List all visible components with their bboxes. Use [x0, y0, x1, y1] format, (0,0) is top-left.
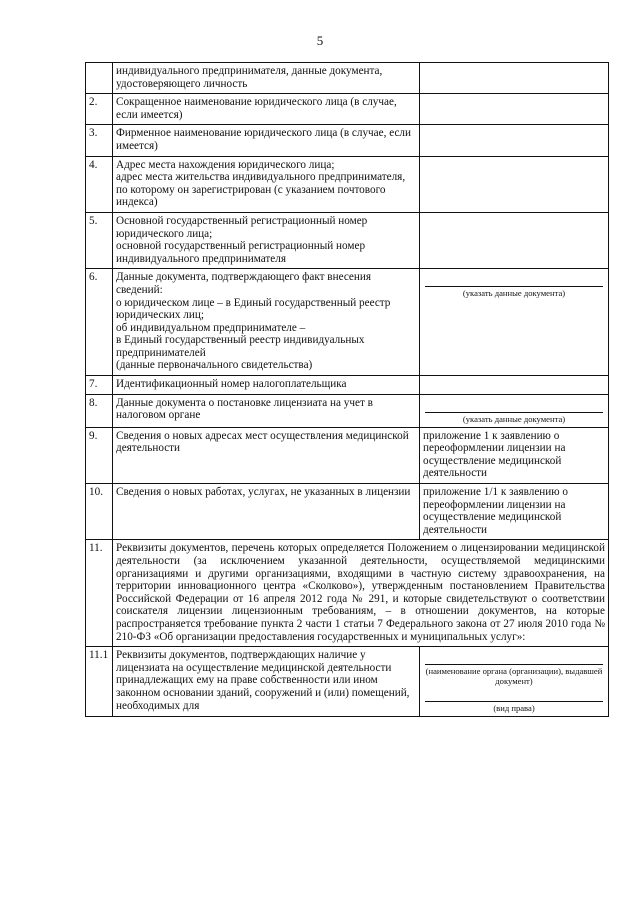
label-line: об индивидуальном предпринимателе – [116, 321, 306, 334]
page-number: 5 [316, 33, 324, 48]
table-row [86, 540, 609, 647]
row-value-field[interactable] [420, 376, 609, 395]
row-value-field[interactable] [420, 156, 609, 212]
blank-line[interactable] [425, 273, 603, 287]
row-label: Реквизиты документов, подтверждающих наличие у лицензиата на осуществление медицинской деятельности принадлежащих ему на праве собственности или ином законном основании зданий, сооружений и (или) помещений, необходимых для [113, 647, 420, 717]
table-row [86, 376, 609, 395]
row-11-text: Реквизиты документов, перечень которых определяется Положением о лицензировании медицинской деятельности (за исключением указанной деятельности, осуществляемой медицинскими организациями и другими организациями, входящими в частную систему здравоохранения, на территории инновационного центра «Сколково»), утвержденным постановлением Правительства Российской Федерации от 16 апреля 2012 года № 291, и которые свидетельствуют о соответствии соискателя лицензии лицензионным требованиям, – в отношении документов, на которые распространяется требование пункта 2 части 1 статьи 7 Федерального закона от 27 июля 2010 года № 210-ФЗ «Об организации предоставления государственных и муниципальных услуг»: [113, 540, 609, 647]
row-label [113, 212, 420, 268]
row-number: 6. [86, 269, 113, 376]
row-number [86, 63, 113, 94]
row-value-text: приложение 1/1 к заявлению о переоформлении лицензии на осуществление медицинской деятельности [420, 484, 609, 540]
row-number: 9. [86, 427, 113, 483]
field-caption: (указать данные документа) [462, 413, 566, 424]
table-row [86, 63, 609, 94]
row-label: Сведения о новых адресах мест осуществления медицинской деятельности [113, 427, 420, 483]
table-row [86, 484, 609, 540]
table-row [86, 212, 609, 268]
field-caption: (наименование органа (организации), выдавшей документ) [425, 666, 603, 687]
blank-line[interactable] [425, 399, 603, 413]
field-caption: (указать данные документа) [462, 288, 566, 299]
row-number: 11.1 [86, 647, 113, 717]
row-number: 10. [86, 484, 113, 540]
row-label: Данные документа о постановке лицензиата на учет в налоговом органе [113, 394, 420, 427]
label-line: Данные документа, подтверждающего факт внесения сведений: [116, 271, 372, 296]
label-line: Адрес места нахождения юридического лица; [116, 158, 335, 171]
table-row [86, 125, 609, 156]
row-number: 5. [86, 212, 113, 268]
row-number: 8. [86, 394, 113, 427]
table-row [86, 156, 609, 212]
row-number: 7. [86, 376, 113, 395]
row-value-field[interactable] [420, 94, 609, 125]
row-number: 4. [86, 156, 113, 212]
label-line: адрес места жительства индивидуального предпринимателя, по которому он зарегистрирован (с указанием почтового индекса) [116, 171, 406, 209]
table-row [86, 427, 609, 483]
license-form-table [85, 62, 609, 717]
row-label: индивидуального предпринимателя, данные документа, удостоверяющего личность [113, 63, 420, 94]
field-caption: (вид права) [493, 703, 535, 714]
label-line: о юридическом лице – в Единый государственный реестр юридических лиц; [116, 296, 391, 322]
row-value-field[interactable] [420, 269, 609, 376]
blank-line[interactable] [425, 688, 603, 702]
label-line: (данные первоначального свидетельства) [116, 359, 313, 372]
row-label: Сокращенное наименование юридического лица (в случае, если имеется) [113, 94, 420, 125]
table-row [86, 94, 609, 125]
label-line: основной государственный регистрационный номер индивидуального предпринимателя [116, 240, 366, 265]
row-number: 11. [86, 540, 113, 647]
label-line: Основной государственный регистрационный номер юридического лица; [116, 214, 368, 240]
row-value-field[interactable] [420, 647, 609, 717]
row-label: Идентификационный номер налогоплательщика [113, 376, 420, 395]
row-value-text: приложение 1 к заявлению о переоформлении лицензии на осуществление медицинской деятельности [420, 427, 609, 483]
blank-line[interactable] [425, 651, 603, 665]
table-row [86, 269, 609, 376]
row-value-field[interactable] [420, 125, 609, 156]
row-number: 3. [86, 125, 113, 156]
row-label: Фирменное наименование юридического лица (в случае, если имеется) [113, 125, 420, 156]
row-value-field[interactable] [420, 212, 609, 268]
row-number: 2. [86, 94, 113, 125]
row-label [113, 156, 420, 212]
label-line: в Единый государственный реестр индивидуальных предпринимателей [116, 334, 365, 359]
row-value-field[interactable] [420, 394, 609, 427]
row-value-field[interactable] [420, 63, 609, 94]
table-row [86, 647, 609, 717]
row-label: Сведения о новых работах, услугах, не указанных в лицензии [113, 484, 420, 540]
row-label [113, 269, 420, 376]
table-row [86, 394, 609, 427]
